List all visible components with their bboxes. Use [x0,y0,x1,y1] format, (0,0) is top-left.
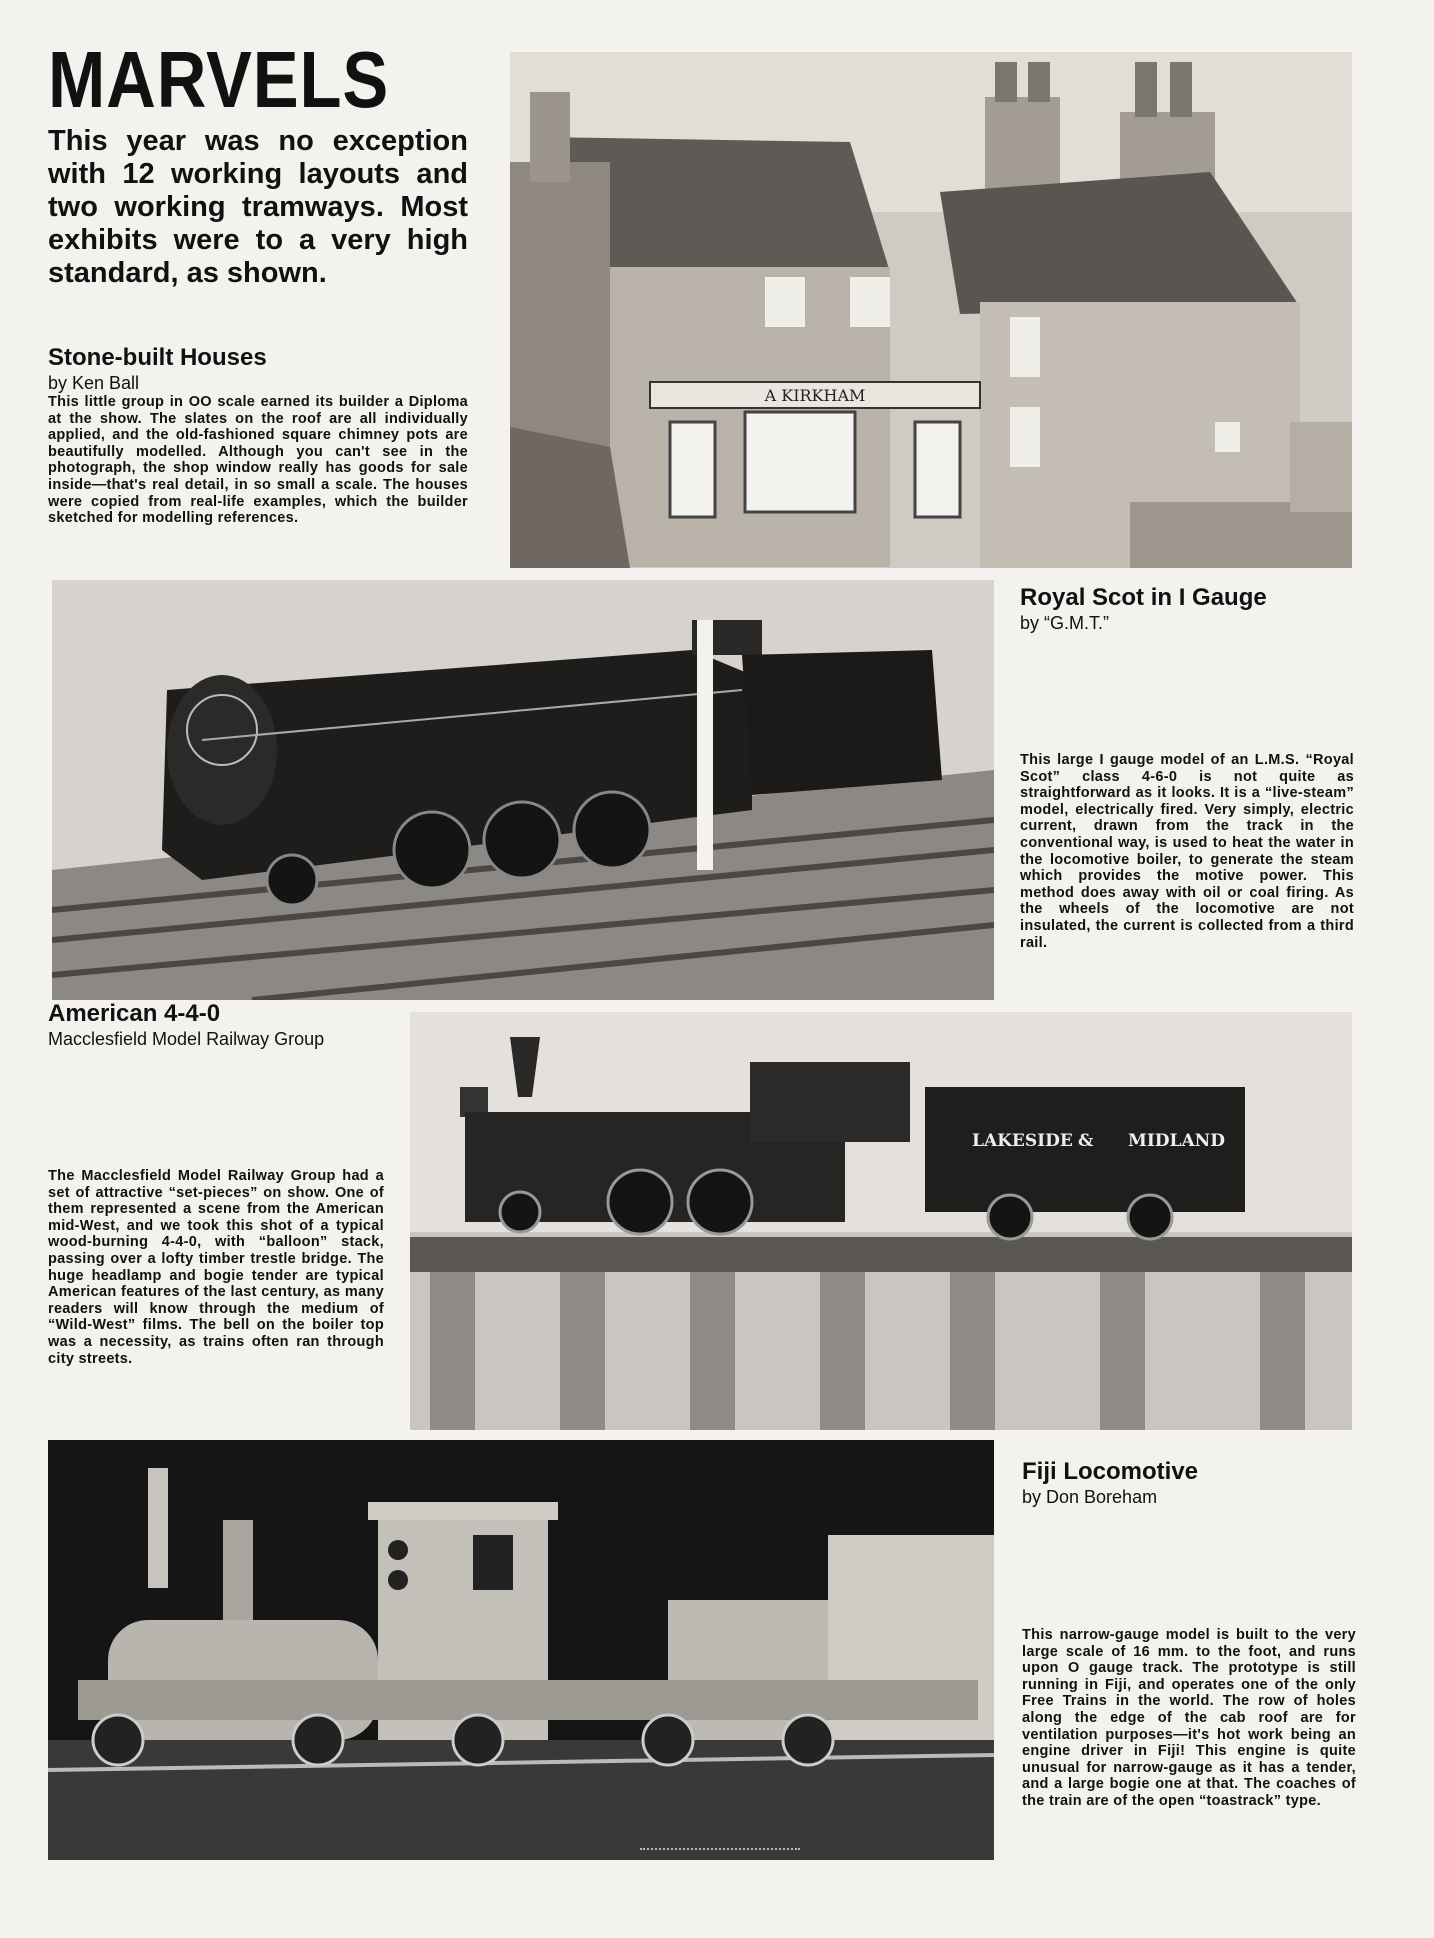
section-american-body: The Macclesfield Model Railway Group had a set of attractive “set-pieces” on show. One of them represented a scene from the American mid-West, and we took this shot of a typical wood-burning 4-4-0, with “balloon” stack, passing over a lofty timber trestle bridge. The huge headlamp and bogie tender are typical American features of the last century, as many readers will know through the medium of “Wild-West” films. The bell on the boiler top was a necessity, as trains often ran through city streets. [48,1168,384,1367]
photo-american-440 [410,1012,1352,1430]
section-byline: by Don Boreham [1022,1487,1158,1507]
photo-stone-houses [510,52,1352,568]
intro-paragraph: This year was no exception with 12 working layouts and two working tramways. Most exhibits were to a very high standard, as shown. [48,125,468,289]
section-byline: by Ken Ball [48,373,140,393]
section-royal-scot-heading [1020,584,1350,634]
section-royal-scot-body: This large I gauge model of an L.M.S. “Royal Scot” class 4-6-0 is not quite as straightforward as it looks. It is a “live-steam” model, electrically fired. Very simply, electric current, drawn from the track in the conventional way, is used to heat the water in the locomotive boiler, to generate the steam which provides the motive power. This method does away with oil or coal firing. As the wheels of the locomotive are not insulated, the current is collected from a third rail. [1020,752,1354,951]
tender-text-left: LAKESIDE [972,1131,1073,1151]
section-fiji-body: This narrow-gauge model is built to the very large scale of 16 mm. to the foot, and runs upon O gauge track. The prototype is still running in Fiji, and operates one of the only Free Trains in the world. The row of holes along the edge of the cab roof are for ventilation purposes—it's hot work being an engine driver in Fiji! This engine is quite unusual for narrow-gauge as it has a tender, and a large bogie one at that. The coaches of the train are of the open “toastrack” type. [1022,1627,1356,1809]
section-title: Stone-built Houses [48,344,267,371]
section-body: This little group in OO scale earned its builder a Diploma at the show. The slates on the roof are all individually applied, and the old-fashioned square chimney pots are beautifully modelled. Although you can't see in the photograph, the shop window really has goods for sale inside—that's real detail, in so small a scale. The houses were copied from real-life examples, which the builder sketched for modelling references. [48,394,468,527]
section-fiji-heading [1022,1458,1352,1508]
section-american-heading [48,1000,428,1050]
section-title: Royal Scot in I Gauge [1020,584,1267,611]
tender-text-amp: & [1078,1131,1094,1151]
section-byline: Macclesfield Model Railway Group [48,1029,325,1049]
section-title: American 4-4-0 [48,1000,221,1027]
page-title: MARVELS [48,35,390,124]
section-houses [48,344,468,527]
section-byline: by “G.M.T.” [1020,613,1109,633]
shop-sign-text: A KIRKHAM [764,386,866,405]
tender-text-right: MIDLAND [1128,1131,1225,1151]
photo-fiji-locomotive [48,1440,994,1860]
section-title: Fiji Locomotive [1022,1458,1199,1485]
photo-royal-scot [52,580,994,1000]
page-divider [640,1848,800,1850]
